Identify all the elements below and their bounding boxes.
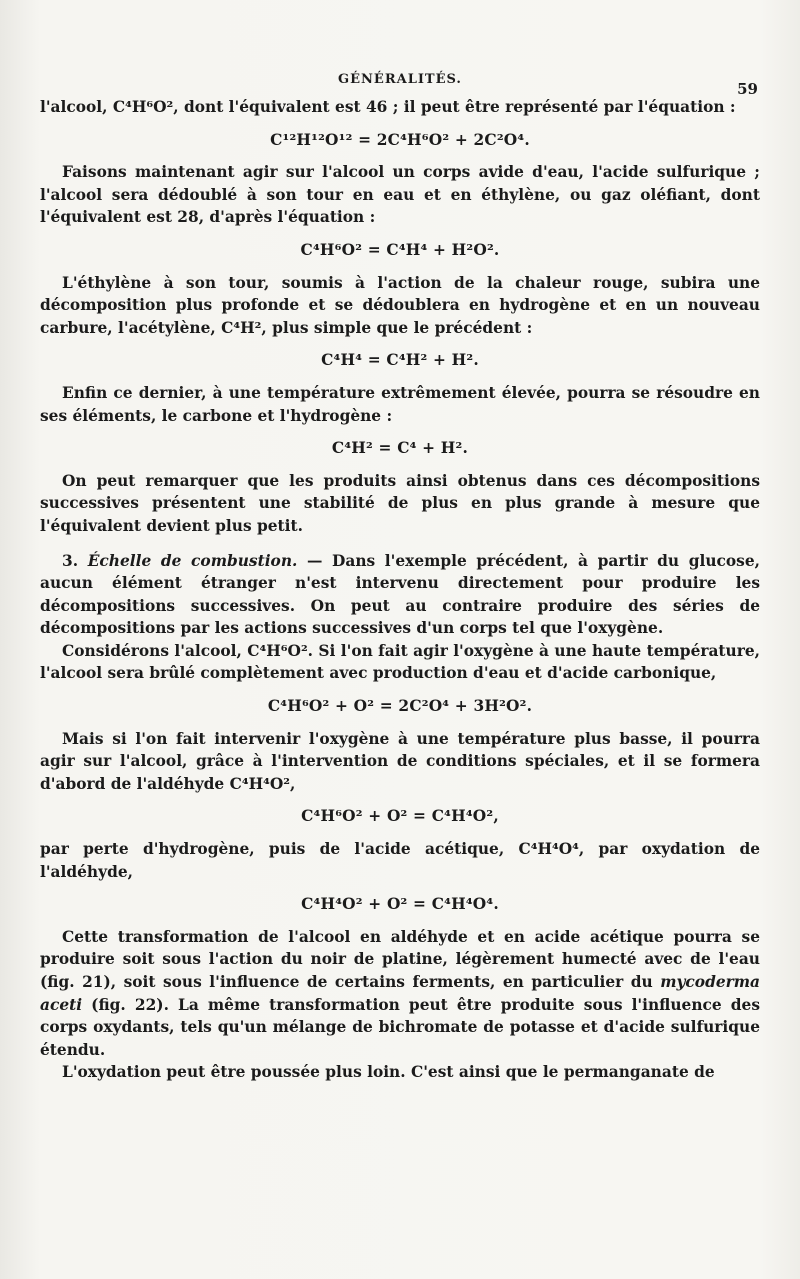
paragraph-4: Enfin ce dernier, à une température extrêmement élevée, pourra se résoudre en ses éléments, le carbone et l'hydrogène : xyxy=(40,383,760,425)
paragraph-1: l'alcool, C⁴H⁶O², dont l'équivalent est 46 ; il peut être représenté par l'équation : xyxy=(40,98,736,116)
paragraph-10-text-b: (fig. 22). La même transformation peut être produite sous l'influence des corps oxydants, tels qu'un mélange de bichromate de potasse et d'acide sulfurique étendu. xyxy=(40,995,760,1059)
paragraph-6 xyxy=(40,550,760,640)
equation-elements: C⁴H² = C⁴ + H². xyxy=(331,439,469,458)
paragraph-3: L'éthylène à son tour, soumis à l'action de la chaleur rouge, subira une décomposition plus profonde et se dédoublera en hydrogène et en un nouveau carbure, l'acétylène, C⁴H², plus simple que le précédent : xyxy=(40,273,760,337)
page-header xyxy=(0,72,800,98)
running-head: GÉNÉRALITÉS. xyxy=(338,72,462,87)
paragraph-5: On peut remarquer que les produits ainsi obtenus dans ces décompositions successives présentent une stabilité de plus en plus grande à mesure que l'équivalent devient plus petit. xyxy=(40,471,760,535)
equation-acetylene: C⁴H⁴ = C⁴H² + H². xyxy=(321,351,479,370)
mycoderma-term: mycoderma aceti xyxy=(40,973,760,1014)
equation-combustion: C⁴H⁶O² + O² = 2C²O⁴ + 3H²O². xyxy=(267,697,533,716)
equation-acetic-acid: C⁴H⁴O² + O² = C⁴H⁴O⁴. xyxy=(301,895,499,914)
equation-aldehyde: C⁴H⁶O² + O² = C⁴H⁴O², xyxy=(301,807,499,826)
paragraph-7: Considérons l'alcool, C⁴H⁶O². Si l'on fait agir l'oxygène à une haute température, l'alcool sera brûlé complètement avec production d'eau et d'acide carbonique, xyxy=(40,641,760,683)
section-title: Échelle de combustion. xyxy=(87,551,298,570)
equation-ethylene: C⁴H⁶O² = C⁴H⁴ + H²O². xyxy=(300,240,500,259)
equation-glucose-fermentation: C¹²H¹²O¹² = 2C⁴H⁶O² + 2C²O⁴. xyxy=(270,130,530,149)
paragraph-2: Faisons maintenant agir sur l'alcool un corps avide d'eau, l'acide sulfurique ; l'alcool sera dédoublé à son tour en eau et en éthylène, ou gaz oléfiant, dont l'équivalent est 28, d'après l'équation : xyxy=(40,163,760,227)
paragraph-9: par perte d'hydrogène, puis de l'acide acétique, C⁴H⁴O⁴, par oxydation de l'aldéhyde, xyxy=(40,840,760,881)
paragraph-11: L'oxydation peut être poussée plus loin. C'est ainsi que le permanganate de xyxy=(62,1063,715,1082)
page-number: 59 xyxy=(737,80,758,98)
paragraph-10 xyxy=(40,926,760,1062)
paragraph-8: Mais si l'on fait intervenir l'oxygène à une température plus basse, il pourra agir sur l'alcool, grâce à l'intervention de conditions spéciales, et il se formera d'abord de l'aldéhyde C⁴H⁴O², xyxy=(40,729,760,793)
page-body xyxy=(40,96,760,1084)
paragraph-10-text-a: Cette transformation de l'alcool en aldéhyde et en acide acétique pourra se produire soit sous l'action du noir de platine, légèrement humecté avec de l'eau (fig. 21), soit sous l'influence de certains ferments, en particulier du xyxy=(40,927,760,991)
section-text: — Dans l'exemple précédent, à partir du glucose, aucun élément étranger n'est intervenu directement pour produire les décompositions successives. On peut au contraire produire des séries de décompositions par les actions successives d'un corps tel que l'oxygène. xyxy=(40,551,760,638)
section-number: 3. xyxy=(62,551,79,570)
